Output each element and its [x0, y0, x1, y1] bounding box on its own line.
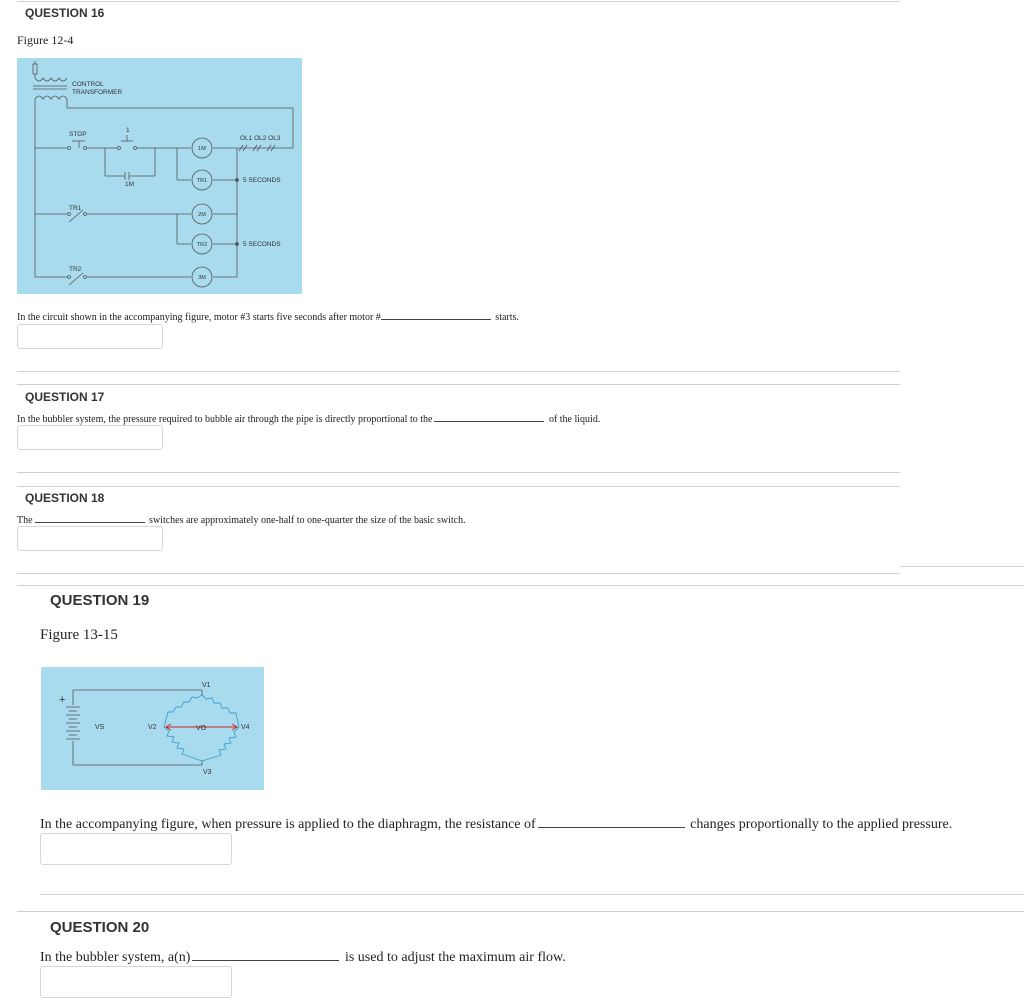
answer-blank	[434, 421, 544, 422]
prompt-text-before: In the accompanying figure, when pressure is applied to the diaphragm, the resistance of	[40, 817, 536, 832]
prompt-text-after: starts.	[495, 312, 519, 323]
question-19-prompt	[40, 817, 952, 833]
answer-blank	[538, 827, 685, 828]
divider	[17, 472, 900, 473]
coil-label-tr2: TR2	[196, 242, 208, 248]
prompt-text-after: switches are approximately one-half to one-quarter the size of the basic switch.	[149, 515, 466, 526]
coil-label-2m: 2M	[198, 212, 206, 218]
prompt-text-after: changes proportionally to the applied pressure.	[690, 817, 953, 832]
label-v1: V1	[202, 682, 211, 689]
label-5-seconds-2: 5 SECONDS	[243, 241, 281, 248]
question-17-answer-input[interactable]	[17, 425, 163, 450]
question-17-prompt	[17, 414, 600, 425]
ladder-diagram	[17, 58, 302, 294]
label-overloads: OL1 OL2 OL3	[240, 135, 281, 142]
label-1m-contact: 1M	[125, 181, 135, 188]
coil-label-1m: 1M	[198, 146, 206, 152]
divider	[900, 566, 1024, 567]
question-20-prompt	[40, 950, 566, 966]
question-16-prompt	[17, 312, 519, 323]
prompt-text-before: The	[17, 515, 33, 526]
divider	[17, 573, 900, 574]
bridge-diagram	[41, 667, 264, 790]
question-20-title: QUESTION 20	[50, 919, 150, 936]
question-16-title: QUESTION 16	[25, 6, 105, 20]
divider	[17, 371, 900, 372]
label-5-seconds-1: 5 SECONDS	[243, 177, 281, 184]
answer-blank	[381, 319, 491, 320]
label-tr2-switch: TR2	[69, 266, 82, 273]
prompt-text-before: In the circuit shown in the accompanying figure, motor #3 starts five seconds after motor #	[17, 312, 381, 323]
prompt-text-before: In the bubbler system, a(n)	[40, 950, 191, 965]
coil-label-3m: 3M	[198, 275, 206, 281]
answer-blank	[192, 960, 339, 961]
label-vs: VS	[95, 724, 105, 731]
figure-12-4-diagram	[17, 58, 302, 294]
label-v2: V2	[148, 724, 157, 731]
figure-13-15-diagram	[41, 667, 264, 790]
label-one: 1	[126, 127, 130, 134]
figure-label: Figure 13-15	[40, 627, 118, 643]
question-19-answer-input[interactable]	[40, 833, 232, 865]
figure-label: Figure 12-4	[17, 33, 74, 47]
label-v4: V4	[241, 724, 250, 731]
prompt-text-before: In the bubbler system, the pressure required to bubble air through the pipe is directly proportional to the	[17, 414, 433, 425]
divider	[17, 384, 900, 385]
question-18-answer-input[interactable]	[17, 526, 163, 551]
divider	[17, 1, 900, 2]
question-20-answer-input[interactable]	[40, 966, 232, 998]
question-16-answer-input[interactable]	[17, 324, 163, 349]
divider	[17, 486, 900, 487]
label-tr1-switch: TR1	[69, 205, 82, 212]
prompt-text-after: is used to adjust the maximum air flow.	[344, 950, 566, 965]
answer-blank	[35, 522, 145, 523]
prompt-text-after: of the liquid.	[548, 414, 601, 425]
question-17-title: QUESTION 17	[25, 390, 105, 404]
coil-label-tr1: TR1	[196, 178, 208, 184]
label-stop: STOP	[69, 131, 87, 138]
divider	[40, 894, 1024, 895]
question-18-prompt	[17, 515, 466, 526]
divider	[17, 911, 1024, 912]
label-vo: VO	[196, 725, 207, 732]
label-plus: +	[59, 694, 66, 706]
label-control: CONTROL	[72, 81, 104, 88]
divider	[17, 585, 1024, 586]
question-18-title: QUESTION 18	[25, 491, 105, 505]
label-transformer: TRANSFORMER	[72, 89, 123, 96]
label-v3: V3	[203, 769, 212, 776]
question-19-title: QUESTION 19	[50, 592, 150, 609]
